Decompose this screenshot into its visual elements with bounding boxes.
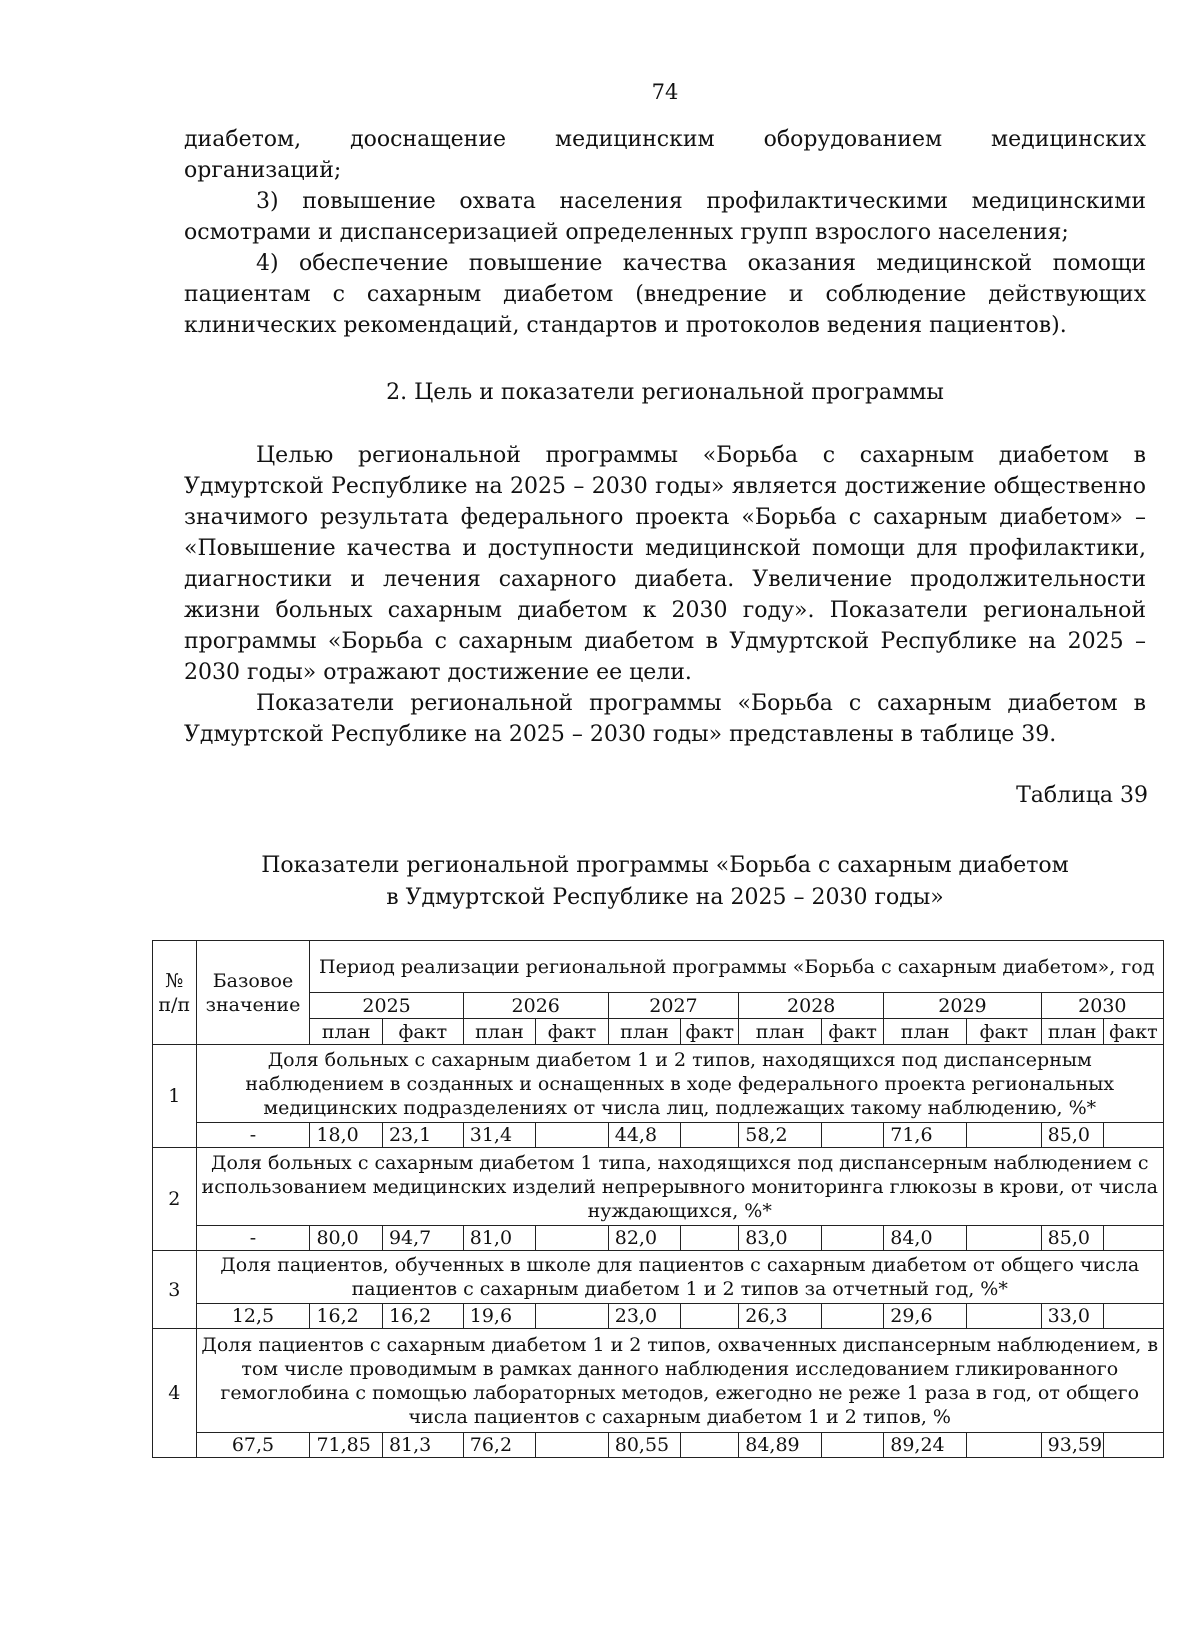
header-year: 2028 <box>739 993 884 1019</box>
table-row <box>153 1148 1164 1226</box>
header-num: № п/п <box>153 941 197 1045</box>
indicators-table <box>152 940 1164 1458</box>
indicator-description: Доля больных с сахарным диабетом 1 типа, находящихся под диспансерным наблюдением с использованием медицинских изделий непрерывного мониторинга глюкозы в крови, от числа нуждающихся, %* <box>196 1148 1164 1226</box>
plan-value: 85,0 <box>1041 1226 1103 1251</box>
row-number: 3 <box>153 1251 197 1329</box>
intro-word: оборудованием <box>763 127 943 152</box>
plan-value: 82,0 <box>608 1226 681 1251</box>
header-plan: план <box>310 1019 383 1045</box>
table-body <box>153 1045 1164 1458</box>
fact-value <box>967 1226 1042 1251</box>
row-number: 4 <box>153 1329 197 1458</box>
fact-value <box>536 1304 609 1329</box>
header-year: 2026 <box>463 993 608 1019</box>
fact-value <box>1103 1304 1163 1329</box>
plan-value: 31,4 <box>463 1123 536 1148</box>
intro-word: медицинским <box>554 127 715 152</box>
fact-value <box>967 1433 1042 1458</box>
fact-value <box>1103 1123 1163 1148</box>
intro-word: диабетом, <box>184 127 302 152</box>
header-year: 2030 <box>1041 993 1163 1019</box>
fact-value <box>822 1304 884 1329</box>
plan-value: 76,2 <box>463 1433 536 1458</box>
header-fact: факт <box>967 1019 1042 1045</box>
fact-value <box>536 1433 609 1458</box>
plan-value: 16,2 <box>310 1304 383 1329</box>
table-row <box>153 1329 1164 1433</box>
header-plan: план <box>608 1019 681 1045</box>
table-row-values <box>153 1304 1164 1329</box>
intro-block <box>184 124 1146 341</box>
header-fact: факт <box>681 1019 739 1045</box>
indicators-paragraph: Показатели региональной программы «Борьба с сахарным диабетом в Удмуртской Республике на 2025 – 2030 годы» представлены в таблице 39. <box>184 691 1146 747</box>
plan-value: 29,6 <box>884 1304 967 1329</box>
section-title: 2. Цель и показатели региональной программы <box>386 380 944 405</box>
fact-value <box>536 1226 609 1251</box>
header-fact: факт <box>822 1019 884 1045</box>
fact-value <box>681 1226 739 1251</box>
base-value: 67,5 <box>196 1433 310 1458</box>
base-value: - <box>196 1123 310 1148</box>
header-fact: факт <box>536 1019 609 1045</box>
page-number: 74 <box>651 80 679 104</box>
plan-value: 71,85 <box>310 1433 383 1458</box>
indicator-description: Доля пациентов, обученных в школе для пациентов с сахарным диабетом от общего числа пациентов с сахарным диабетом 1 и 2 типов за отчетный год, %* <box>196 1251 1164 1304</box>
table-row-values <box>153 1226 1164 1251</box>
fact-value <box>1103 1433 1163 1458</box>
fact-value <box>822 1433 884 1458</box>
plan-value: 58,2 <box>739 1123 822 1148</box>
list-item-3: 3) повышение охвата населения профилактическими медицинскими осмотрами и диспансеризацией определенных групп взрослого населения; <box>184 189 1146 245</box>
fact-value: 23,1 <box>382 1123 463 1148</box>
table-title <box>0 850 1200 914</box>
header-fact: факт <box>1103 1019 1163 1045</box>
header-plan: план <box>884 1019 967 1045</box>
plan-value: 84,0 <box>884 1226 967 1251</box>
plan-value: 89,24 <box>884 1433 967 1458</box>
header-fact: факт <box>382 1019 463 1045</box>
intro-line-1 <box>184 124 1146 155</box>
header-period: Период реализации региональной программы «Борьба с сахарным диабетом», год <box>310 941 1164 993</box>
header-year: 2029 <box>884 993 1041 1019</box>
fact-value <box>681 1123 739 1148</box>
plan-value: 33,0 <box>1041 1304 1103 1329</box>
plan-value: 80,0 <box>310 1226 383 1251</box>
plan-value: 19,6 <box>463 1304 536 1329</box>
fact-value <box>1103 1226 1163 1251</box>
header-year: 2027 <box>608 993 739 1019</box>
plan-value: 44,8 <box>608 1123 681 1148</box>
fact-value <box>681 1304 739 1329</box>
plan-value: 83,0 <box>739 1226 822 1251</box>
table-row <box>153 1251 1164 1304</box>
table-title-line-1: Показатели региональной программы «Борьба с сахарным диабетом <box>261 853 1069 878</box>
fact-value <box>967 1123 1042 1148</box>
table-title-line-2: в Удмуртской Республике на 2025 – 2030 годы» <box>386 885 944 910</box>
base-value: 12,5 <box>196 1304 310 1329</box>
list-item-4: 4) обеспечение повышение качества оказания медицинской помощи пациентам с сахарным диабетом (внедрение и соблюдение действующих клинических рекомендаций, стандартов и протоколов ведения пациентов). <box>184 251 1146 338</box>
indicator-description: Доля пациентов с сахарным диабетом 1 и 2 типов, охваченных диспансерным наблюдением, в том числе проводимым в рамках данного наблюдения исследованием гликированного гемоглобина с помощью лабораторных методов, ежегодно не реже 1 раза в год, от общего числа пациентов с сахарным диабетом 1 и 2 типов, % <box>196 1329 1164 1433</box>
fact-value: 81,3 <box>382 1433 463 1458</box>
plan-value: 84,89 <box>739 1433 822 1458</box>
plan-value: 93,59 <box>1041 1433 1103 1458</box>
fact-value <box>822 1123 884 1148</box>
plan-value: 81,0 <box>463 1226 536 1251</box>
plan-value: 23,0 <box>608 1304 681 1329</box>
intro-line-2: организаций; <box>184 158 342 183</box>
plan-value: 18,0 <box>310 1123 383 1148</box>
header-plan: план <box>463 1019 536 1045</box>
header-base: Базовое значение <box>196 941 310 1045</box>
table-row-values <box>153 1433 1164 1458</box>
table-row-values <box>153 1123 1164 1148</box>
row-number: 2 <box>153 1148 197 1251</box>
goal-paragraph: Целью региональной программы «Борьба с сахарным диабетом в Удмуртской Республике на 2025 – 2030 годы» является достижение общественно значимого результата федерального проекта «Борьба с сахарным диабетом» – «Повышение качества и доступности медицинской помощи для профилактики, диагностики и лечения сахарного диабета. Увеличение продолжительности жизни больных сахарным диабетом к 2030 году». Показатели региональной программы «Борьба с сахарным диабетом в Удмуртской Республике на 2025 – 2030 годы» отражают достижение ее цели. <box>184 443 1146 685</box>
fact-value <box>967 1304 1042 1329</box>
intro-word: дооснащение <box>350 127 507 152</box>
fact-value: 94,7 <box>382 1226 463 1251</box>
intro-word: медицинских <box>991 127 1146 152</box>
header-year: 2025 <box>310 993 463 1019</box>
indicator-description: Доля больных с сахарным диабетом 1 и 2 типов, находящихся под диспансерным наблюдением в созданных и оснащенных в ходе федерального проекта региональных медицинских подразделениях от числа лиц, подлежащих такому наблюдению, %* <box>196 1045 1164 1123</box>
fact-value <box>681 1433 739 1458</box>
plan-value: 26,3 <box>739 1304 822 1329</box>
fact-value: 16,2 <box>382 1304 463 1329</box>
plan-value: 80,55 <box>608 1433 681 1458</box>
header-plan: план <box>739 1019 822 1045</box>
plan-value: 71,6 <box>884 1123 967 1148</box>
table-row <box>153 1045 1164 1123</box>
table-label: Таблица 39 <box>1016 783 1148 808</box>
fact-value <box>536 1123 609 1148</box>
base-value: - <box>196 1226 310 1251</box>
fact-value <box>822 1226 884 1251</box>
row-number: 1 <box>153 1045 197 1148</box>
goal-block <box>184 440 1146 750</box>
header-plan: план <box>1041 1019 1103 1045</box>
plan-value: 85,0 <box>1041 1123 1103 1148</box>
